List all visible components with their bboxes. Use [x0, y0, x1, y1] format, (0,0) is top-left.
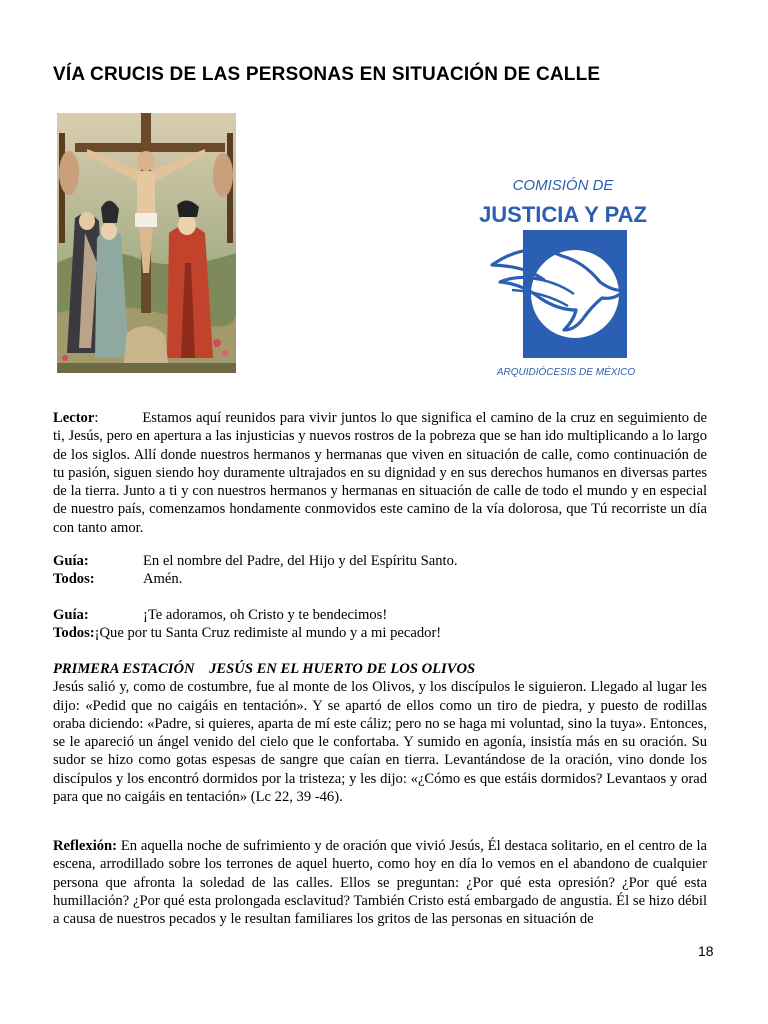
logo-line1: COMISIÓN DE [512, 177, 614, 194]
crucifixion-painting [57, 113, 236, 373]
logo-line2: JUSTICIA Y PAZ [479, 202, 647, 227]
reflection-label: Reflexión: [53, 838, 118, 854]
speaker-text: Amén. [143, 571, 183, 588]
dialogue-block-1 [53, 552, 707, 589]
speaker-text: ¡Te adoramos, oh Cristo y te bendecimos! [143, 607, 388, 623]
dialogue-row [53, 624, 707, 642]
lector-text: Estamos aquí reunidos para vivir juntos lo que significa el camino de la cruz en seguimiento de ti, Jesús, pero en apertura a las injusticias y nuevos rostros de la pobreza que se han ido multiplicando a lo largo de los siglos. Allí donde nuestros hermanos y hermanas que viven en situación de calle, como continuación de tu pasión, siguen siendo hoy duramente ultrajados en su dignidad y en sus derechos humanos en diversas partes de la tierra. Junto a ti y con nuestros hermanos y hermanas en situación de calle de todo el mundo y en especial de nuestro país, comenzamos hondamente conmovidos este camino de la vía dolorosa, que Tú recorriste un día con tanto amor. [53, 410, 707, 536]
speaker-label: Todos: [53, 571, 95, 588]
lector-label: Lector [53, 410, 95, 426]
dialogue-row [53, 606, 707, 624]
speaker-label: Guía: [53, 553, 89, 569]
dialogue-block-2 [53, 606, 707, 643]
speaker-text: ¡Que por tu Santa Cruz redimiste al mundo y a mi pecador! [94, 625, 442, 642]
station-text: Jesús salió y, como de costumbre, fue al monte de los Olivos, y los discípulos le siguieron. Llegado al lugar les dijo: «Pedid que no caigáis en tentación». Y se apartó de ellos como un tiro de piedra, y puesto de rodillas oraba diciendo: «Padre, si quieres, aparta de mí este cáliz; pero no se haga mi voluntad, sino la tuya». Entonces, se le apareció un ángel venido del cielo que le confortaba. Y sumido en agonía, insistía más en su oración. Su sudor se hizo como gotas espesas de sangre que caían en tierra. Levantándose de la oración, vino donde los discípulos y los encontró dormidos por la tristeza; y les dijo: «¿Cómo es que estáis dormidos? Levantaos y orad para que no caigáis en tentación» (Lc 22, 39 -46). [53, 679, 707, 806]
speaker-text: En el nombre del Padre, del Hijo y del Espíritu Santo. [143, 553, 458, 569]
speaker-label: Todos: [53, 625, 95, 642]
reflection-text: En aquella noche de sufrimiento y de oración que vivió Jesús, Él destaca solitario, en el centro de la escena, arrodillado sobre los terrones de aquel huerto, como hoy en día lo vemos en el abandono de cualquier persona que afronta la soledad de las calles. Ellos se preguntan: ¿Por qué esta opresión? ¿Por qué esta humillación? ¿Por qué esta prolongada esclavitud? También Cristo está embargado de angustia. Él se hizo débil a causa de nuestros pecados y le resultan familiares los gritos de las personas en situación de [53, 838, 707, 928]
justicia-paz-logo [479, 170, 647, 380]
dialogue-row [53, 552, 707, 570]
dialogue-row [53, 570, 707, 588]
reflection-section [53, 837, 707, 928]
document-title: VÍA CRUCIS DE LAS PERSONAS EN SITUACIÓN DE CALLE [53, 64, 601, 85]
station-heading: PRIMERA ESTACIÓN JESÚS EN EL HUERTO DE LOS OLIVOS [53, 661, 476, 677]
station-section [53, 660, 707, 806]
page-number: 18 [698, 943, 714, 959]
speaker-label: Guía: [53, 607, 89, 623]
lector-paragraph: Lector: Estamos aquí reunidos para vivir juntos lo que significa el camino de la cruz en seguimiento de ti, Jesús, pero en apertura a las injusticias y nuevos rostros de la pobreza que se han ido multiplicando a lo largo de los siglos. Allí donde nuestros hermanos y hermanas que viven en situación de calle, como continuación de tu pasión, siguen siendo hoy duramente ultrajados en su dignidad y en sus derechos humanos en diversas partes de la tierra. Junto a ti y con nuestros hermanos y hermanas en situación de calle de todo el mundo y en especial de nuestro país, comenzamos hondamente conmovidos este camino de la vía dolorosa, que Tú recorriste un día con tanto amor. [53, 410, 707, 536]
logo-line3: ARQUIDIÓCESIS DE MÉXICO [496, 367, 636, 378]
